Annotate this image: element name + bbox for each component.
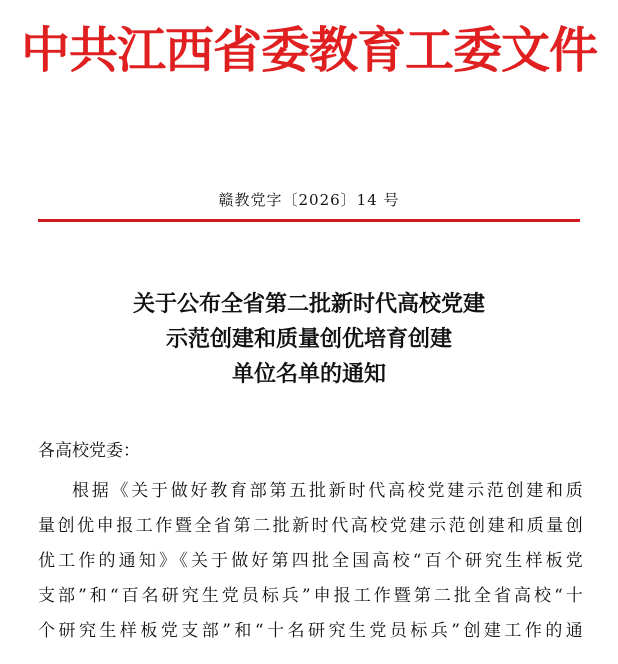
body-line: 支部”和“百名研究生党员标兵”申报工作暨第二批全省高校“十: [38, 586, 583, 606]
document-title: [0, 287, 618, 392]
body-paragraph: [38, 474, 583, 649]
title-line: 关于公布全省第二批新时代高校党建: [132, 292, 485, 317]
title-line: 示范创建和质量创优培育创建: [165, 327, 452, 352]
title-line: 单位名单的通知: [231, 362, 386, 387]
body-line: 优工作的通知》《关于做好第四批全国高校“百个研究生样板党: [38, 551, 583, 571]
document-number: 赣教党字〔2026〕14 号: [218, 191, 400, 209]
red-separator-line: [38, 219, 580, 222]
document-masthead: 中共江西省委教育工委文件: [20, 21, 597, 79]
body-line: 个研究生样板党支部”和“十名研究生党员标兵”创建工作的通: [38, 621, 583, 641]
body-line: 根据《关于做好教育部第五批新时代高校党建示范创建和质: [72, 481, 583, 501]
salutation: 各高校党委：: [38, 441, 140, 461]
body-line: 量创优申报工作暨全省第二批新时代高校党建示范创建和质量创: [38, 516, 583, 536]
